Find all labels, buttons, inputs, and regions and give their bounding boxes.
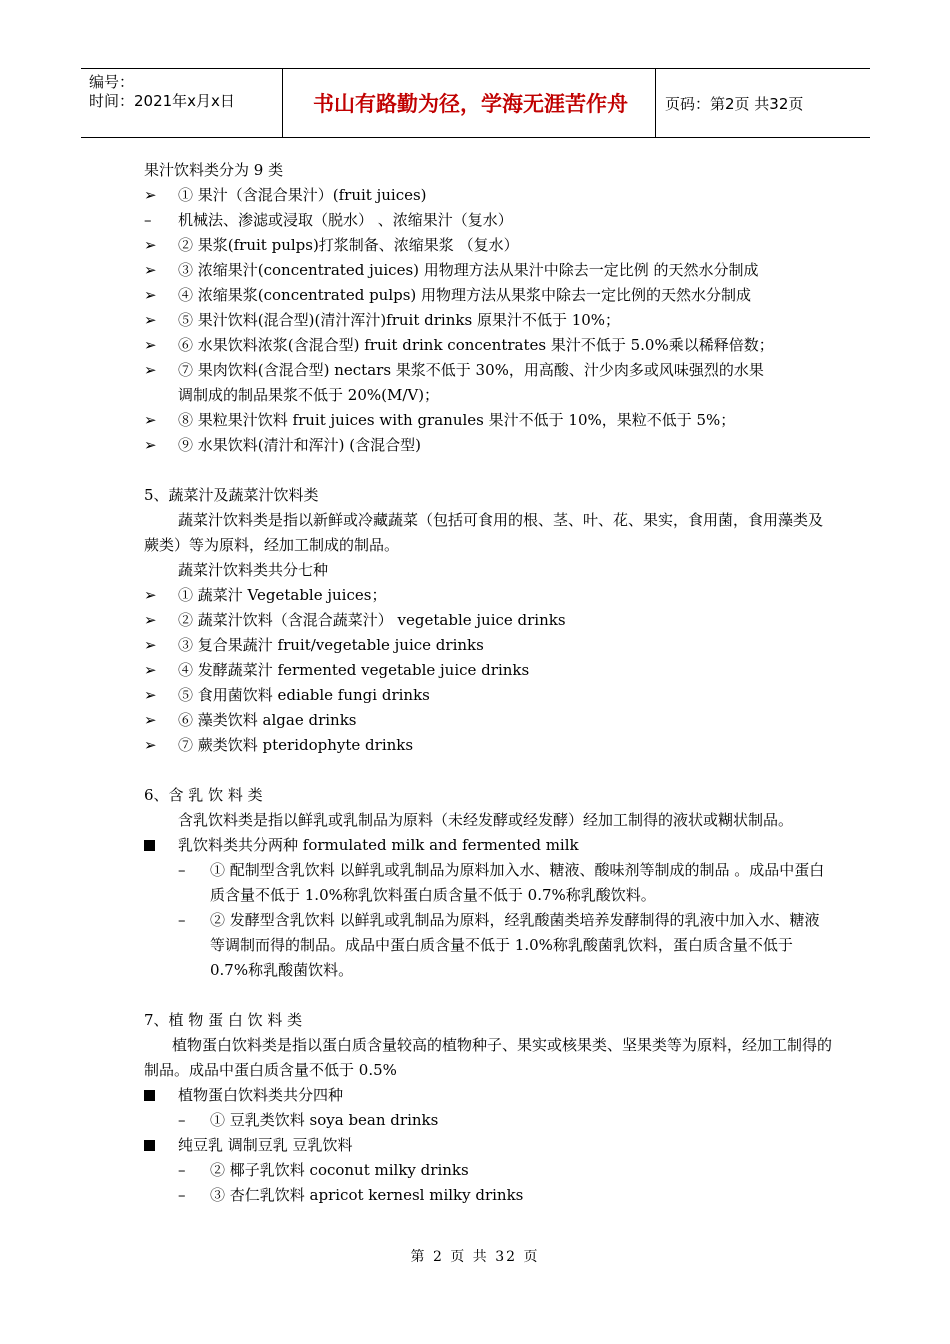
list-item-text: 植物蛋白饮料类共分四种 xyxy=(178,1086,344,1104)
section-title: 5、蔬菜汁及蔬菜汁饮料类 xyxy=(144,486,319,504)
list-item-text: ④ 浓缩果浆(concentrated pulps) 用物理方法从果浆中除去一定比例的天然水分制成 xyxy=(178,286,752,304)
arrow-bullet-icon: ➢ xyxy=(144,261,157,279)
list-item-text: ⑧ 果粒果汁饮料 fruit juices with granules 果汁不低于 10%，果粒不低于 5%； xyxy=(178,411,736,429)
dash-bullet-icon: – xyxy=(178,911,186,929)
list-item-text: ② 果浆(fruit pulps)打浆制备、浓缩果浆 （复水） xyxy=(178,236,519,254)
header-page-info: 页码：第2页 共32页 xyxy=(665,94,804,113)
list-item-text: ② 椰子乳饮料 coconut milky drinks xyxy=(210,1161,469,1179)
header-meta xyxy=(89,73,235,111)
arrow-bullet-icon: ➢ xyxy=(144,361,157,379)
list-item xyxy=(144,358,834,383)
list-item-text: 纯豆乳 调制豆乳 豆乳饮料 xyxy=(178,1136,353,1154)
arrow-bullet-icon: ➢ xyxy=(144,286,157,304)
sub-list-item xyxy=(144,1108,834,1133)
list-item-continuation: 调制成的制品果浆不低于 20%(M/V)； xyxy=(178,386,440,404)
list-item-text: ③ 杏仁乳饮料 apricot kernesl milky drinks xyxy=(210,1186,524,1204)
arrow-bullet-icon: ➢ xyxy=(144,336,157,354)
sub-list-item xyxy=(144,908,834,983)
list-item-text: ① 蔬菜汁 Vegetable juices； xyxy=(178,586,387,604)
paragraph: 植物蛋白饮料类是指以蛋白质含量较高的植物种子、果实或核果类、坚果类等为原料，经加工制得的制品。成品中蛋白质含量不低于 0.5% xyxy=(144,1036,833,1079)
document-date: 时间：2021年x月x日 xyxy=(89,92,235,110)
square-bullet-icon xyxy=(144,1133,164,1159)
arrow-bullet-icon: ➢ xyxy=(144,311,157,329)
arrow-bullet-icon: ➢ xyxy=(144,586,157,604)
section-intro: 果汁饮料类分为 9 类 xyxy=(144,161,284,179)
arrow-bullet-icon: ➢ xyxy=(144,186,157,204)
list-item xyxy=(144,633,834,658)
spacer xyxy=(144,758,834,783)
dash-bullet-icon: – xyxy=(178,1111,186,1129)
arrow-bullet-icon: ➢ xyxy=(144,661,157,679)
list-item xyxy=(144,283,834,308)
list-item-text: ① 果汁（含混合果汁）(fruit juices) xyxy=(178,186,427,204)
list-item-text: ② 蔬菜汁饮料（含混合蔬菜汁） vegetable juice drinks xyxy=(178,611,566,629)
page-footer: 第 2 页 共 32 页 xyxy=(410,1249,540,1265)
list-item xyxy=(144,1133,834,1158)
list-item xyxy=(144,658,834,683)
sub-list-item xyxy=(144,858,834,908)
section-title: 6、含 乳 饮 料 类 xyxy=(144,786,263,804)
header-divider xyxy=(282,69,283,137)
square-bullet-icon xyxy=(144,833,164,859)
sub-list-item xyxy=(144,1183,834,1208)
list-item xyxy=(144,408,834,433)
list-item-text: ③ 浓缩果汁(concentrated juices) 用物理方法从果汁中除去一定比例 的天然水分制成 xyxy=(178,261,759,279)
list-item xyxy=(144,233,834,258)
document-body xyxy=(144,158,834,1208)
dash-bullet-icon: – xyxy=(178,861,186,879)
section-intro: 蔬菜汁饮料类共分七种 xyxy=(178,561,329,579)
dash-bullet-icon: – xyxy=(178,1161,186,1179)
paragraph: 含乳饮料类是指以鲜乳或乳制品为原料（未经发酵或经发酵）经加工制得的液状或糊状制品。 xyxy=(178,811,794,829)
list-item xyxy=(144,333,834,358)
list-item-text: ⑤ 食用菌饮料 ediable fungi drinks xyxy=(178,686,430,704)
list-item-text: ⑥ 藻类饮料 algae drinks xyxy=(178,711,357,729)
page-header xyxy=(81,68,870,138)
list-item xyxy=(144,733,834,758)
list-item-text: 乳饮料类共分两种 formulated milk and fermented milk xyxy=(178,836,579,854)
list-item-text: ④ 发酵蔬菜汁 fermented vegetable juice drinks xyxy=(178,661,530,679)
arrow-bullet-icon: ➢ xyxy=(144,736,157,754)
arrow-bullet-icon: ➢ xyxy=(144,611,157,629)
list-item-text: ⑦ 蕨类饮料 pteridophyte drinks xyxy=(178,736,414,754)
document-code-label: 编号： xyxy=(89,73,135,91)
list-item xyxy=(144,708,834,733)
header-divider xyxy=(655,69,656,137)
list-item-text: ⑦ 果肉饮料(含混合型) nectars 果浆不低于 30%，用高酸、汁少肉多或风味强烈的水果 xyxy=(178,361,764,379)
list-item xyxy=(144,1083,834,1108)
arrow-bullet-icon: ➢ xyxy=(144,436,157,454)
spacer xyxy=(144,983,834,1008)
list-item-text: ⑨ 水果饮料(清汁和浑汁) (含混合型) xyxy=(178,436,421,454)
header-motto: 书山有路勤为径，学海无涯苦作舟 xyxy=(313,92,628,116)
list-item xyxy=(144,583,834,608)
list-item xyxy=(144,183,834,208)
list-item xyxy=(144,258,834,283)
list-item-text: ① 豆乳类饮料 soya bean drinks xyxy=(210,1111,439,1129)
list-item-text: ⑤ 果汁饮料(混合型)(清汁浑汁)fruit drinks 原果汁不低于 10%； xyxy=(178,311,621,329)
list-item xyxy=(144,683,834,708)
arrow-bullet-icon: ➢ xyxy=(144,411,157,429)
list-item xyxy=(144,833,834,858)
list-item xyxy=(144,308,834,333)
list-item-text: 机械法、渗滤或浸取（脱水） 、浓缩果汁（复水） xyxy=(178,211,513,229)
dash-bullet-icon: – xyxy=(144,211,152,229)
list-item xyxy=(144,208,834,233)
square-bullet-icon xyxy=(144,1083,164,1109)
arrow-bullet-icon: ➢ xyxy=(144,711,157,729)
arrow-bullet-icon: ➢ xyxy=(144,636,157,654)
arrow-bullet-icon: ➢ xyxy=(144,236,157,254)
list-item xyxy=(144,608,834,633)
paragraph: 蔬菜汁饮料类是指以新鲜或冷藏蔬菜（包括可食用的根、茎、叶、花、果实，食用菌，食用藻类及蕨类）等为原料，经加工制成的制品。 xyxy=(144,511,824,554)
sub-list-item xyxy=(144,1158,834,1183)
list-item-text: ② 发酵型含乳饮料 以鲜乳或乳制品为原料，经乳酸菌类培养发酵制得的乳液中加入水、糖液等调制而得的制品。成品中蛋白质含量不低于 1.0%称乳酸菌乳饮料，蛋白质含量不低于 0.7%称乳酸菌饮料。 xyxy=(210,911,820,979)
list-item-text: ① 配制型含乳饮料 以鲜乳或乳制品为原料加入水、糖液、酸味剂等制成的制品 。成品中蛋白质含量不低于 1.0%称乳饮料蛋白质含量不低于 0.7%称乳酸饮料。 xyxy=(210,861,825,904)
list-item xyxy=(144,433,834,458)
list-item-text: ③ 复合果蔬汁 fruit/vegetable juice drinks xyxy=(178,636,484,654)
section-title: 7、植 物 蛋 白 饮 料 类 xyxy=(144,1011,303,1029)
arrow-bullet-icon: ➢ xyxy=(144,686,157,704)
dash-bullet-icon: – xyxy=(178,1186,186,1204)
list-item-text: ⑥ 水果饮料浓浆(含混合型) fruit drink concentrates 果汁不低于 5.0%乘以稀释倍数； xyxy=(178,336,774,354)
spacer xyxy=(144,458,834,483)
